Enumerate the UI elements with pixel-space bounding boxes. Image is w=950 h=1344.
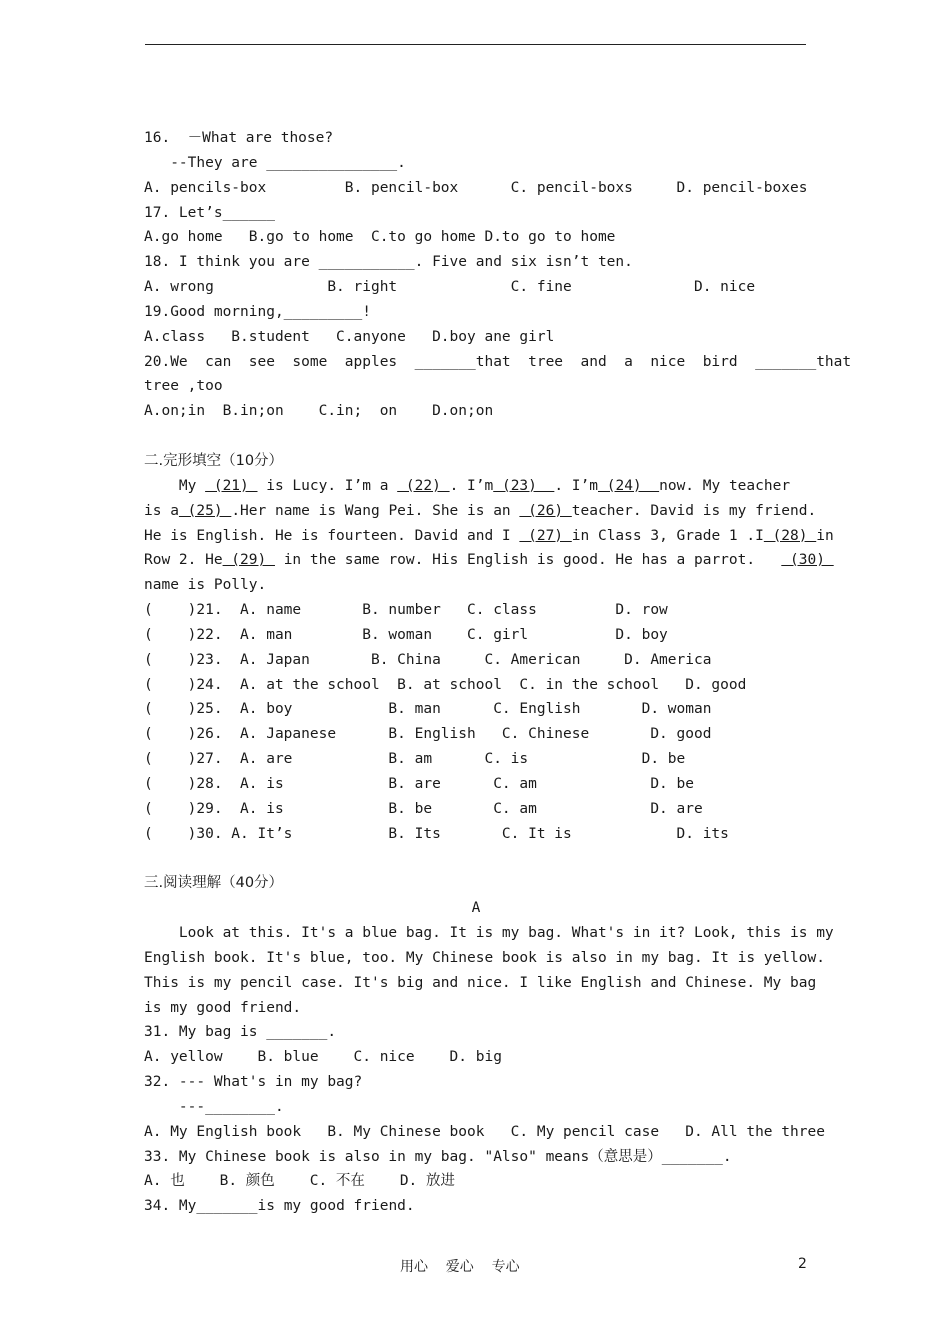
cloze-text: . I’m [554, 477, 598, 494]
cloze-blank-26: (26) [519, 502, 572, 519]
cloze-text: .Her name is Wang Pei. She is an [231, 502, 520, 519]
q19-stem: 19.Good morning,_________! [144, 303, 371, 320]
q20-stem-line1: 20.We can see some apples _______that tree and a nice bird _______that [144, 353, 852, 370]
spacer [144, 424, 808, 449]
q33-stem-post: . [722, 1148, 732, 1165]
q34-stem [144, 1194, 808, 1219]
q32-blank: ________ [205, 1098, 275, 1115]
cloze-blank-25: (25) [178, 502, 232, 519]
q33-stem [144, 1145, 808, 1170]
q32-options: A. My English book B. My Chinese book C. My pencil case D. All the three [144, 1123, 825, 1140]
cloze-item-23: ( )23. A. Japan B. China C. American D. America [144, 651, 712, 668]
q16-stem: 16. －What are those? [144, 130, 334, 146]
q31-stem [144, 1020, 808, 1045]
q20-options: A.on;in B.in;on C.in; on D.on;on [144, 403, 494, 420]
cloze-line-5: name is Polly. [144, 577, 267, 594]
q16-options: A. pencils-box B. pencil-box C. pencil-boxs D. pencil-boxes [144, 179, 808, 196]
q33-stem-pre: 33. My Chinese book is also in my bag. "Also" means（意思是） [144, 1148, 662, 1165]
q34-stem-post: is my good friend. [257, 1198, 415, 1215]
cloze-blank-28: (28) [763, 527, 817, 544]
reading-heading: 三.阅读理解（40分） [144, 875, 284, 892]
q32-reply-post: . [274, 1098, 284, 1115]
reading-section-label: A [471, 900, 481, 917]
q32-reply-pre: --- [144, 1098, 206, 1115]
cloze-text: Row 2. He [144, 552, 223, 569]
cloze-item-25: ( )25. A. boy B. man C. English D. woman [144, 701, 712, 718]
cloze-blank-27: (27) [519, 527, 572, 544]
page-content [144, 126, 852, 1219]
cloze-blank-23: (23) [493, 477, 555, 494]
cloze-item-21: ( )21. A. name B. number C. class D. row [144, 602, 668, 619]
cloze-item-27: ( )27. A. are B. am C. is D. be [144, 751, 686, 768]
cloze-line-2 [144, 499, 817, 524]
cloze-text: in [816, 527, 834, 544]
q19-options: A.class B.student C.anyone D.boy ane girl [144, 328, 555, 345]
q17-options: A.go home B.go to home C.to go home D.to go to home [144, 229, 616, 246]
reading-passage-line: is my good friend. [144, 999, 302, 1016]
cloze-item-30: ( )30. A. It’s B. Its C. It is D. its [144, 825, 729, 842]
q34-stem-pre: 34. My [144, 1198, 197, 1215]
cloze-item-22: ( )22. A. man B. woman C. girl D. boy [144, 626, 668, 643]
reading-passage-line: English book. It's blue, too. My Chinese book is also in my bag. It is yellow. [144, 949, 825, 966]
q31-blank: _______ [266, 1024, 328, 1041]
cloze-blank-24: (24) [598, 477, 660, 494]
q18-stem: 18. I think you are ___________. Five and six isn’t ten. [144, 254, 633, 271]
cloze-text: is Lucy. I’m a [257, 477, 398, 494]
q33-blank: _______ [661, 1148, 723, 1165]
reading-passage-line: Look at this. It's a blue bag. It is my bag. What's in it? Look, this is my [144, 925, 834, 941]
cloze-text: teacher. David is my friend. [571, 502, 817, 519]
reading-passage-line: This is my pencil case. It's big and nice. I like English and Chinese. My bag [144, 974, 817, 991]
q31-options: A. yellow B. blue C. nice D. big [144, 1049, 502, 1066]
q32-reply [144, 1095, 808, 1120]
q20-stem-line2: tree ,too [144, 378, 223, 395]
header-rule [145, 44, 806, 45]
cloze-line-3 [144, 524, 834, 549]
cloze-text: in the same row. His English is good. He has a parrot. [274, 552, 782, 569]
cloze-item-24: ( )24. A. at the school B. at school C. in the school D. good [144, 676, 747, 693]
cloze-text: is a [144, 502, 179, 519]
cloze-blank-21: (21) [205, 477, 258, 494]
q33-options: A. 也 B. 颜色 C. 不在 D. 放进 [144, 1173, 456, 1190]
cloze-text: now. My teacher [659, 477, 791, 494]
cloze-text: in Class 3, Grade 1 .I [571, 527, 764, 544]
footer-motto: 用心 爱心 专心 [400, 1259, 520, 1275]
spacer [144, 846, 808, 871]
cloze-text: My [144, 477, 206, 494]
cloze-item-28: ( )28. A. is B. are C. am D. be [144, 775, 694, 792]
cloze-heading: 二.完形填空（10分） [144, 452, 284, 469]
page-number: 2 [798, 1256, 807, 1272]
q31-stem-post: . [327, 1024, 337, 1041]
cloze-text: He is English. He is fourteen. David and I [144, 527, 520, 544]
cloze-item-26: ( )26. A. Japanese B. English C. Chinese D. good [144, 726, 712, 743]
q31-stem-pre: 31. My bag is [144, 1024, 267, 1041]
q32-stem: 32. --- What's in my bag? [144, 1074, 363, 1091]
q17-stem: 17. Let’s______ [144, 204, 275, 221]
cloze-blank-30: (30) [781, 552, 834, 569]
q34-blank: _______ [196, 1198, 258, 1215]
cloze-line-1 [144, 474, 808, 499]
q16-reply: --They are _______________. [144, 154, 406, 171]
cloze-blank-22: (22) [397, 477, 450, 494]
cloze-item-29: ( )29. A. is B. be C. am D. are [144, 800, 703, 817]
cloze-line-4 [144, 548, 834, 573]
cloze-text: . I’m [449, 477, 494, 494]
q18-options: A. wrong B. right C. fine D. nice [144, 279, 756, 296]
cloze-blank-29: (29) [222, 552, 275, 569]
